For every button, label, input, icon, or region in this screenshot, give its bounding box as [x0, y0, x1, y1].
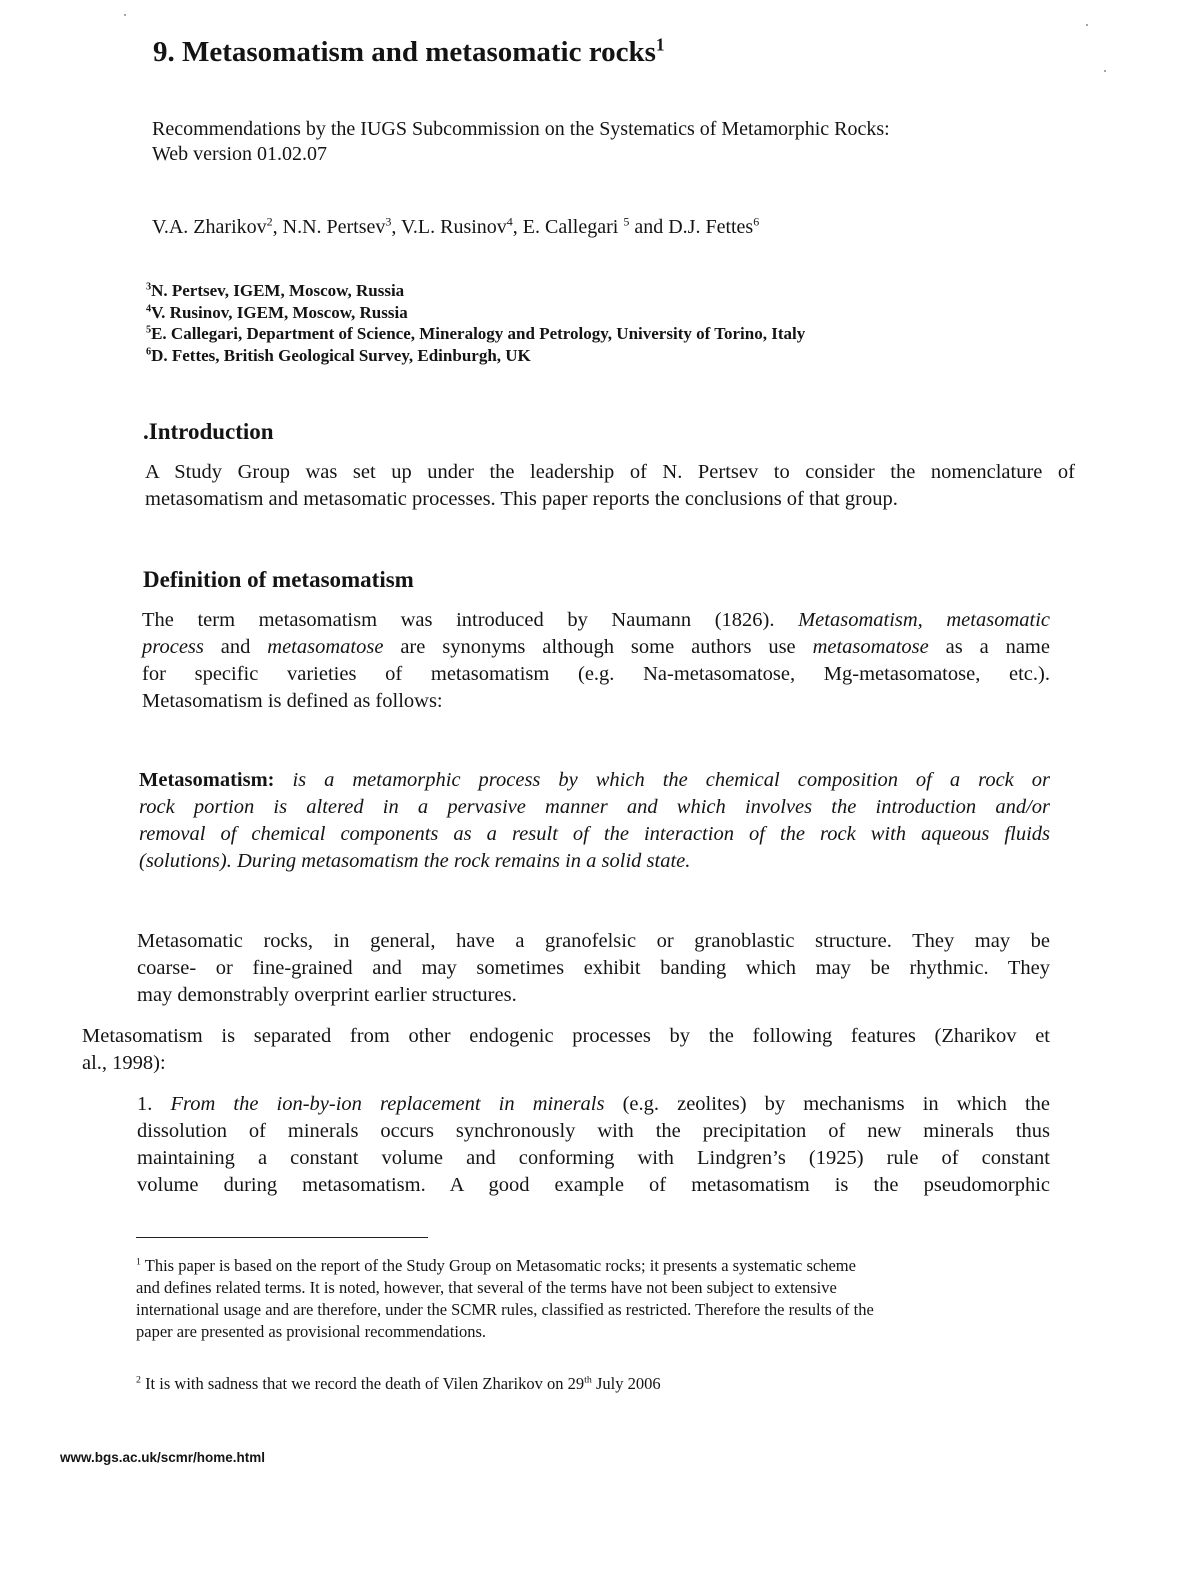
- metasomatic-rocks-paragraph: [137, 928, 1050, 1009]
- features-intro-paragraph: [82, 1023, 1050, 1077]
- definition-heading: Definition of metasomatism: [143, 567, 414, 592]
- text-line: [139, 821, 1050, 848]
- page-title: [153, 36, 665, 69]
- author-separator: ,: [391, 216, 402, 238]
- author-mark: 2: [266, 214, 273, 229]
- footnote-text: and defines related terms. It is noted, however, that several of the terms have not been subject to extensive: [136, 1278, 837, 1297]
- author-separator: and: [629, 216, 669, 238]
- text-line: Metasomatism is separated from other endogenic processes by the following features (Zharikov et: [82, 1025, 1050, 1047]
- affiliation: [146, 345, 531, 367]
- footnote-text: paper are presented as provisional recommendations.: [136, 1322, 487, 1341]
- text-line: al., 1998):: [82, 1052, 166, 1074]
- author-name: N.N. Pertsev: [282, 216, 386, 238]
- affiliation-text: D. Fettes, British Geological Survey, Edinburgh, UK: [151, 346, 531, 365]
- affiliation-mark: 5: [146, 324, 152, 336]
- footnote-text: international usage and are therefore, under the SCMR rules, classified as restricted. Therefore the results of the: [136, 1300, 874, 1319]
- title-footnote-mark: 1: [655, 34, 665, 55]
- footnote-mark: 2: [136, 1374, 141, 1386]
- text-line: Metasomatism is defined as follows:: [142, 690, 443, 712]
- footnote-2: [136, 1373, 661, 1395]
- footnote-text: July 2006: [591, 1374, 661, 1393]
- affiliation-text: N. Pertsev, IGEM, Moscow, Russia: [151, 281, 405, 300]
- text-line: dissolution of minerals occurs synchronously with the precipitation of new minerals thus: [137, 1120, 1050, 1142]
- affiliation-text: E. Callegari, Department of Science, Mineralogy and Petrology, University of Torino, Italy: [151, 324, 806, 343]
- author-name: E. Callegari: [522, 216, 624, 238]
- text-line: for specific varieties of metasomatism (e.g. Na-metasomatose, Mg-metasomatose, etc.).: [142, 663, 1050, 685]
- text-line: [136, 1255, 1046, 1277]
- text-line: may demonstrably overprint earlier structures.: [137, 984, 517, 1006]
- introduction-paragraph: [145, 459, 1075, 513]
- defined-term: Metasomatism:: [139, 769, 275, 791]
- web-version-line: Web version 01.02.07: [152, 143, 328, 165]
- text-run: are synonyms although some authors use: [383, 636, 813, 658]
- affiliation-mark: 4: [146, 303, 152, 315]
- scan-speck: [124, 14, 126, 16]
- author-mark: 3: [385, 214, 392, 229]
- text-line: metasomatism and metasomatic processes. This paper reports the conclusions of that group.: [145, 488, 898, 510]
- recommendation-line: Recommendations by the IUGS Subcommission on the Systematics of Metamorphic Rocks:: [152, 118, 890, 140]
- ordinal-suffix: th: [584, 1374, 592, 1386]
- footnote-text: This paper is based on the report of the Study Group on Metasomatic rocks; it presents a systematic scheme: [140, 1256, 856, 1275]
- author-name: V.A. Zharikov: [152, 216, 267, 238]
- recommendation-block: [152, 117, 1092, 167]
- affiliation-text: V. Rusinov, IGEM, Moscow, Russia: [151, 303, 408, 322]
- text-run: (e.g. zeolites) by mechanisms in which the: [604, 1093, 1050, 1115]
- text-run: and: [203, 636, 268, 658]
- text-line: [137, 1091, 1050, 1118]
- scan-speck: [1086, 24, 1088, 26]
- introduction-heading: .Introduction: [143, 419, 274, 444]
- title-text: 9. Metasomatism and metasomatic rocks: [153, 36, 656, 68]
- text-run: as a name: [928, 636, 1050, 658]
- footer-url: www.bgs.ac.uk/scmr/home.html: [60, 1450, 266, 1465]
- author-separator: ,: [272, 216, 283, 238]
- text-line: [139, 848, 1050, 875]
- definition-paragraph: [142, 607, 1050, 715]
- author-separator: ,: [512, 216, 523, 238]
- footnote-text: It is with sadness that we record the death of Vilen Zharikov on 29: [140, 1374, 585, 1393]
- text-line: [139, 794, 1050, 821]
- affiliation: [146, 280, 404, 302]
- text-line: [139, 767, 1050, 794]
- scan-speck: [1104, 70, 1106, 72]
- text-line: maintaining a constant volume and conforming with Lindgren’s (1925) rule of constant: [137, 1147, 1050, 1169]
- italic-phrase: From the ion-by-ion replacement in minerals: [170, 1093, 605, 1115]
- italic-term: metasomatose: [812, 636, 929, 658]
- footnote-separator: [136, 1237, 428, 1238]
- definition-text: (solutions). During metasomatism the rock remains in a solid state.: [139, 850, 691, 872]
- author-mark: 4: [506, 214, 513, 229]
- text-line: Metasomatic rocks, in general, have a granofelsic or granoblastic structure. They may be: [137, 930, 1050, 952]
- footnote-1: [136, 1255, 1046, 1343]
- italic-term: Metasomatism, metasomatic: [798, 609, 1051, 631]
- definition-text: is a metamorphic process by which the chemical composition of a rock or: [274, 769, 1050, 791]
- definition-text: rock portion is altered in a pervasive manner and which involves the introduction and/or: [139, 796, 1050, 818]
- text-line: A Study Group was set up under the leadership of N. Pertsev to consider the nomenclature of: [145, 461, 1075, 483]
- text-line: [142, 634, 1050, 661]
- footnote-mark: 1: [136, 1256, 141, 1268]
- definition-text: removal of chemical components as a result of the interaction of the rock with aqueous fluids: [139, 823, 1050, 845]
- italic-term: process: [142, 636, 204, 658]
- item-number: 1.: [137, 1093, 171, 1115]
- affiliation: [146, 323, 805, 345]
- affiliation-mark: 6: [146, 346, 152, 358]
- formal-definition: [139, 767, 1050, 875]
- affiliation: [146, 302, 408, 324]
- author-list: [152, 216, 759, 239]
- author-name: D.J. Fettes: [668, 216, 754, 238]
- italic-term: metasomatose: [267, 636, 384, 658]
- feature-item-1: [137, 1091, 1050, 1199]
- author-mark: 6: [753, 214, 760, 229]
- text-line: volume during metasomatism. A good example of metasomatism is the pseudomorphic: [137, 1174, 1050, 1196]
- text-run: The term metasomatism was introduced by Naumann (1826).: [142, 609, 799, 631]
- author-mark: 5: [623, 214, 630, 229]
- text-line: [142, 607, 1050, 634]
- author-name: V.L. Rusinov: [401, 216, 507, 238]
- affiliation-mark: 3: [146, 281, 152, 293]
- text-line: coarse- or fine-grained and may sometimes exhibit banding which may be rhythmic. They: [137, 957, 1050, 979]
